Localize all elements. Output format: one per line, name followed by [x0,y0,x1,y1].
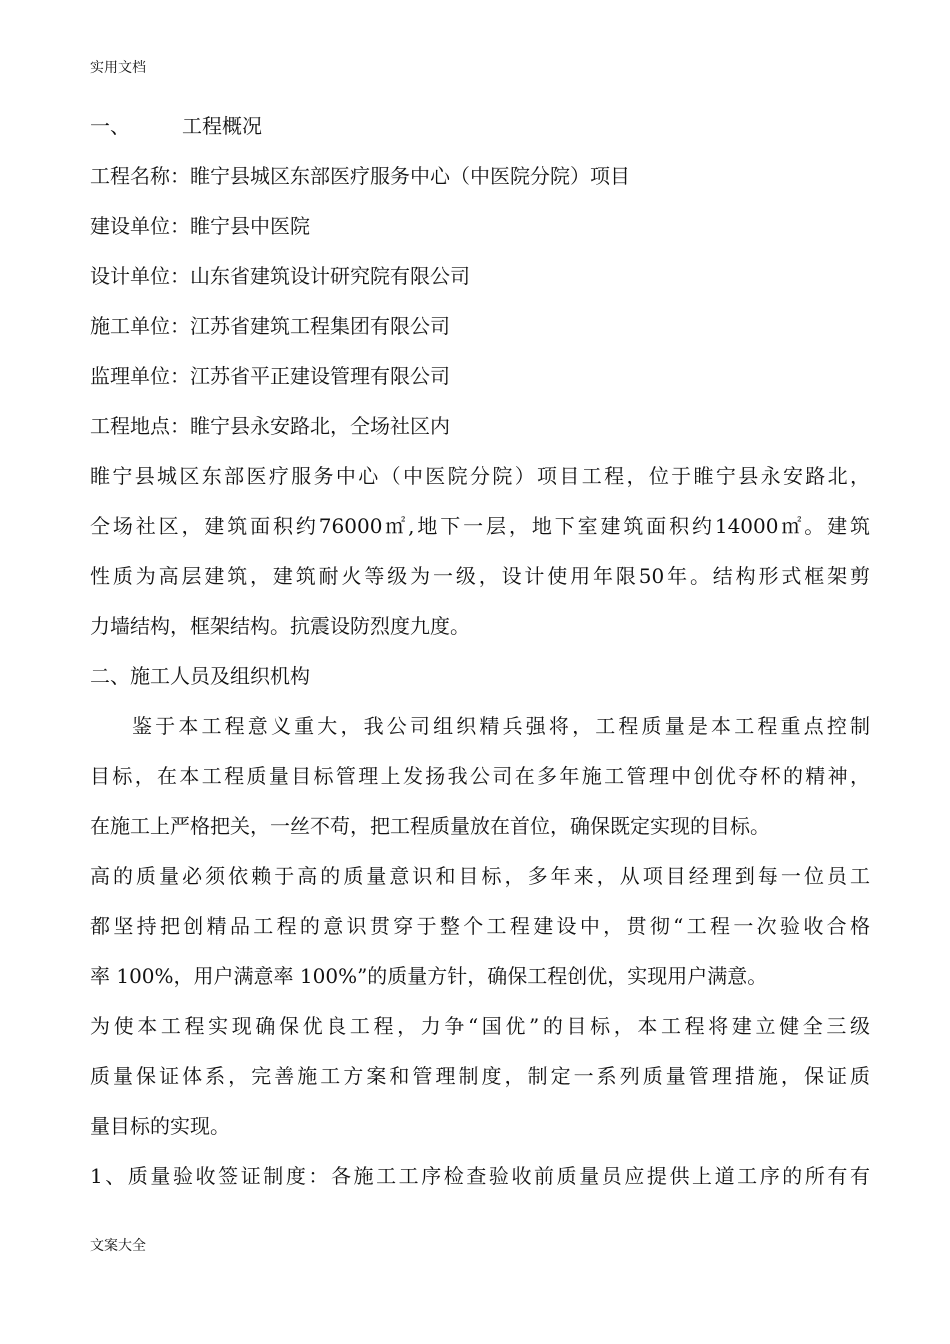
overview-line: 力墙结构，框架结构。抗震设防烈度九度。 [90,614,470,638]
info-line-location: 工程地点：睢宁县永安路北，仝场社区内 [90,414,450,438]
page-header: 实用文档 [90,60,146,76]
info-line-designer: 设计单位：山东省建筑设计研究院有限公司 [90,264,470,288]
paragraph-line: 都坚持把创精品工程的意识贯穿于整个工程建设中，贯彻“工程一次验收合格 [90,914,870,938]
page-footer: 文案大全 [90,1238,146,1254]
paragraph-line: 为使本工程实现确保优良工程，力争“国优”的目标，本工程将建立健全三级 [90,1014,870,1038]
overview-line: 睢宁县城区东部医疗服务中心（中医院分院）项目工程，位于睢宁县永安路北， [90,464,870,488]
section-number: 一、 [90,114,130,138]
info-line-project-name: 工程名称：睢宁县城区东部医疗服务中心（中医院分院）项目 [90,164,630,188]
document-body [90,101,870,1201]
info-line-supervisor: 监理单位：江苏省平正建设管理有限公司 [90,364,450,388]
paragraph-line: 在施工上严格把关，一丝不苟，把工程质量放在首位，确保既定实现的目标。 [90,814,770,838]
paragraph-line: 鉴于本工程意义重大，我公司组织精兵强将，工程质量是本工程重点控制 [132,714,870,738]
paragraph-line: 质量保证体系，完善施工方案和管理制度，制定一系列质量管理措施，保证质 [90,1064,870,1088]
paragraph-line: 率 100%，用户满意率 100%”的质量方针，确保工程创优，实现用户满意。 [90,964,768,988]
info-line-owner: 建设单位：睢宁县中医院 [90,214,310,238]
info-line-contractor: 施工单位：江苏省建筑工程集团有限公司 [90,314,450,338]
overview-line: 仝场社区，建筑面积约76000㎡,地下一层，地下室建筑面积约14000㎡。建筑 [90,514,870,538]
section-title: 工程概况 [182,114,262,138]
paragraph-line: 1、质量验收签证制度：各施工工序检查验收前质量员应提供上道工序的所有有 [90,1164,870,1188]
paragraph-line: 目标，在本工程质量目标管理上发扬我公司在多年施工管理中创优夺杯的精神， [90,764,870,788]
section-heading-organization: 二、施工人员及组织机构 [90,664,310,688]
overview-line: 性质为高层建筑，建筑耐火等级为一级，设计使用年限50年。结构形式框架剪 [90,564,870,588]
section-heading-overview [90,101,870,151]
paragraph-line: 量目标的实现。 [90,1114,230,1138]
paragraph-line: 高的质量必须依赖于高的质量意识和目标，多年来，从项目经理到每一位员工 [90,864,870,888]
